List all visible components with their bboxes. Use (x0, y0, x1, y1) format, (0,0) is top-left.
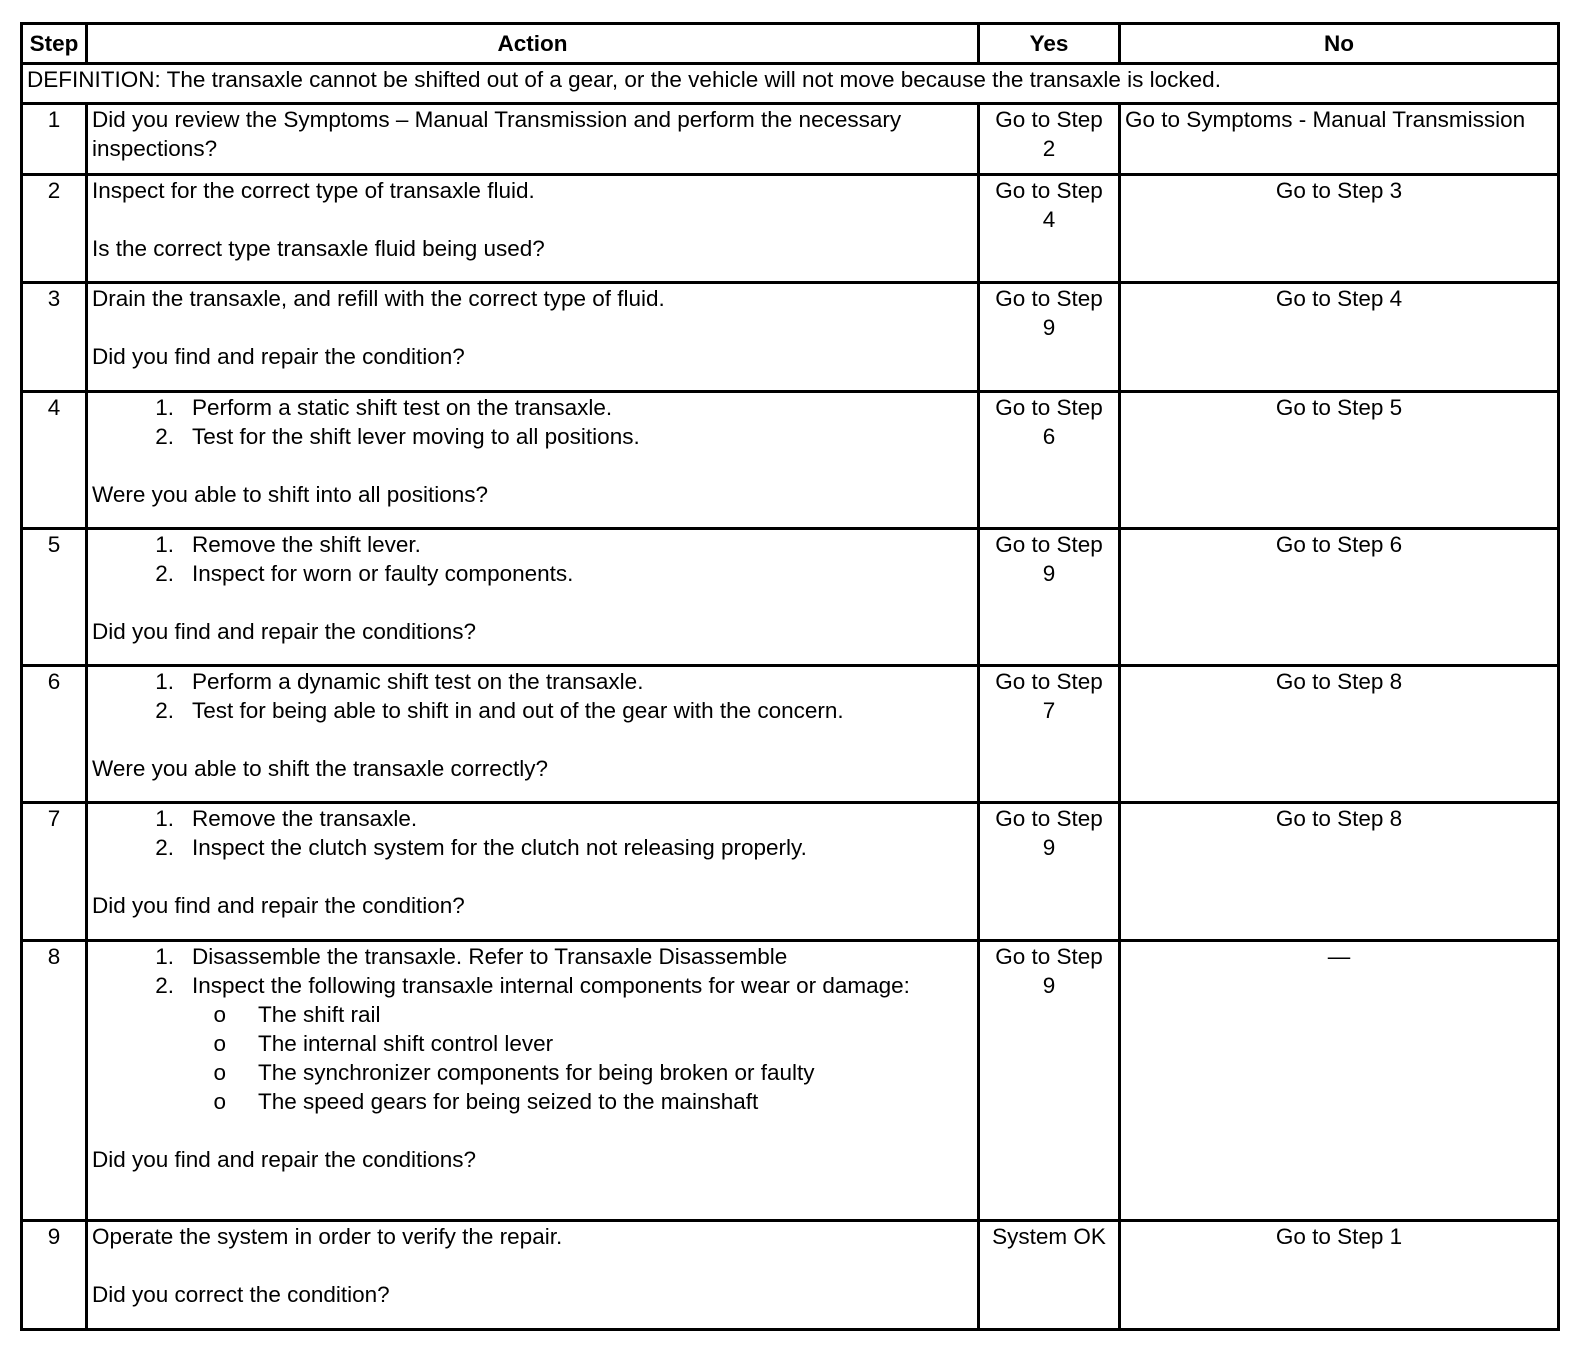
step-number: 8 (22, 940, 87, 1220)
step-number: 6 (22, 665, 87, 802)
list-text: Perform a dynamic shift test on the transaxle. (192, 668, 644, 694)
no-cell (1120, 391, 1559, 528)
yes-cell (979, 665, 1120, 802)
list-text: Perform a static shift test on the transaxle. (192, 394, 613, 420)
yes-text: Go to Step 9 (995, 943, 1103, 998)
list-item (92, 530, 973, 559)
step-number: 5 (22, 528, 87, 665)
action-question: Is the correct type transaxle fluid being used? (92, 235, 545, 261)
bullet-icon: o (213, 1001, 226, 1027)
action-cell (87, 282, 979, 391)
no-text: Go to Step 4 (1275, 285, 1403, 311)
list-number: 1. (155, 943, 174, 969)
bullet-icon: o (213, 1030, 226, 1056)
list-item (92, 1058, 973, 1087)
bullet-list (92, 1000, 973, 1116)
list-text: The shift rail (258, 1001, 381, 1027)
list-text: Inspect for worn or faulty components. (192, 560, 574, 586)
yes-text: Go to Step 7 (995, 668, 1103, 723)
list-number: 2. (155, 834, 174, 860)
table-row (22, 104, 1559, 175)
bullet-icon: o (213, 1059, 226, 1085)
list-number: 2. (155, 560, 174, 586)
no-text: Go to Step 8 (1275, 805, 1403, 831)
no-cell (1120, 282, 1559, 391)
numbered-list (92, 530, 973, 588)
list-text: The internal shift control lever (258, 1030, 554, 1056)
yes-text: Go to Step 6 (995, 394, 1103, 449)
action-question: Were you able to shift into all positions? (92, 481, 489, 507)
yes-text: Go to Step 2 (995, 107, 1103, 162)
action-question: Were you able to shift the transaxle correctly? (92, 755, 549, 781)
yes-cell (979, 1221, 1120, 1330)
no-text: — (1327, 943, 1351, 969)
list-item (92, 422, 973, 451)
definition-text: DEFINITION: The transaxle cannot be shifted out of a gear, or the vehicle will not move because the transaxle is locked. (22, 64, 1559, 104)
step-number: 9 (22, 1221, 87, 1330)
no-cell (1120, 1221, 1559, 1330)
action-cell (87, 940, 979, 1220)
table-row (22, 802, 1559, 940)
no-cell (1120, 802, 1559, 940)
header-step: Step (22, 24, 87, 64)
list-item (92, 942, 973, 971)
action-cell (87, 174, 979, 282)
list-number: 1. (155, 805, 174, 831)
list-text: The synchronizer components for being broken or faulty (258, 1059, 815, 1085)
no-text: Go to Step 3 (1275, 177, 1403, 203)
table-row (22, 528, 1559, 665)
action-question: Did you find and repair the condition? (92, 892, 465, 918)
list-number: 1. (155, 394, 174, 420)
action-intro: Did you review the Symptoms – Manual Transmission and perform the necessary inspections? (92, 107, 902, 162)
step-number: 7 (22, 802, 87, 940)
list-text: The speed gears for being seized to the mainshaft (258, 1088, 759, 1114)
no-text: Go to Symptoms - Manual Transmission (1125, 107, 1526, 133)
yes-cell (979, 940, 1120, 1220)
action-question: Did you find and repair the condition? (92, 343, 465, 369)
list-item (92, 1029, 973, 1058)
numbered-list (92, 942, 973, 1000)
yes-cell (979, 528, 1120, 665)
yes-cell (979, 391, 1120, 528)
table-row (22, 1221, 1559, 1330)
list-number: 1. (155, 668, 174, 694)
definition-row (22, 64, 1559, 104)
step-number: 2 (22, 174, 87, 282)
table-row (22, 282, 1559, 391)
yes-text: Go to Step 9 (995, 805, 1103, 860)
yes-cell (979, 104, 1120, 175)
list-item (92, 971, 973, 1000)
list-item (92, 559, 973, 588)
list-text: Inspect the clutch system for the clutch not releasing properly. (192, 834, 807, 860)
header-no: No (1120, 24, 1559, 64)
yes-cell (979, 802, 1120, 940)
no-text: Go to Step 1 (1275, 1224, 1403, 1250)
yes-text: Go to Step 4 (995, 177, 1103, 232)
list-item (92, 804, 973, 833)
step-number: 3 (22, 282, 87, 391)
action-question: Did you correct the condition? (92, 1282, 390, 1308)
numbered-list (92, 393, 973, 451)
action-cell (87, 802, 979, 940)
table-row (22, 940, 1559, 1220)
list-number: 1. (155, 531, 174, 557)
no-text: Go to Step 8 (1275, 668, 1403, 694)
list-text: Disassemble the transaxle. Refer to Transaxle Disassemble (192, 943, 788, 969)
step-number: 1 (22, 104, 87, 175)
header-action: Action (87, 24, 979, 64)
yes-text: Go to Step 9 (995, 531, 1103, 586)
table-row (22, 391, 1559, 528)
no-cell (1120, 174, 1559, 282)
yes-cell (979, 174, 1120, 282)
no-cell (1120, 665, 1559, 802)
header-row (22, 24, 1559, 64)
header-yes: Yes (979, 24, 1120, 64)
no-cell (1120, 940, 1559, 1220)
list-number: 2. (155, 697, 174, 723)
action-intro: Inspect for the correct type of transaxle fluid. (92, 177, 535, 203)
yes-cell (979, 282, 1120, 391)
list-item (92, 696, 973, 725)
numbered-list (92, 804, 973, 862)
action-cell (87, 528, 979, 665)
list-item (92, 393, 973, 422)
diagnostic-table (20, 22, 1560, 1331)
table-row (22, 665, 1559, 802)
yes-text: Go to Step 9 (995, 285, 1103, 340)
no-text: Go to Step 6 (1275, 531, 1403, 557)
list-number: 2. (155, 423, 174, 449)
no-cell (1120, 528, 1559, 665)
action-cell (87, 104, 979, 175)
action-intro: Drain the transaxle, and refill with the correct type of fluid. (92, 285, 665, 311)
list-text: Test for being able to shift in and out of the gear with the concern. (192, 697, 844, 723)
no-cell (1120, 104, 1559, 175)
numbered-list (92, 667, 973, 725)
list-item (92, 833, 973, 862)
action-cell (87, 665, 979, 802)
table-row (22, 174, 1559, 282)
list-item (92, 1000, 973, 1029)
list-item (92, 1087, 973, 1116)
list-text: Remove the transaxle. (192, 805, 418, 831)
action-question: Did you find and repair the conditions? (92, 1146, 476, 1172)
step-number: 4 (22, 391, 87, 528)
action-cell (87, 1221, 979, 1330)
list-text: Inspect the following transaxle internal components for wear or damage: (192, 972, 910, 998)
list-text: Test for the shift lever moving to all positions. (192, 423, 640, 449)
yes-text: System OK (992, 1224, 1106, 1250)
list-text: Remove the shift lever. (192, 531, 421, 557)
list-number: 2. (155, 972, 174, 998)
bullet-icon: o (213, 1088, 226, 1114)
action-intro: Operate the system in order to verify the repair. (92, 1224, 563, 1250)
action-cell (87, 391, 979, 528)
action-question: Did you find and repair the conditions? (92, 618, 476, 644)
list-item (92, 667, 973, 696)
no-text: Go to Step 5 (1275, 394, 1403, 420)
